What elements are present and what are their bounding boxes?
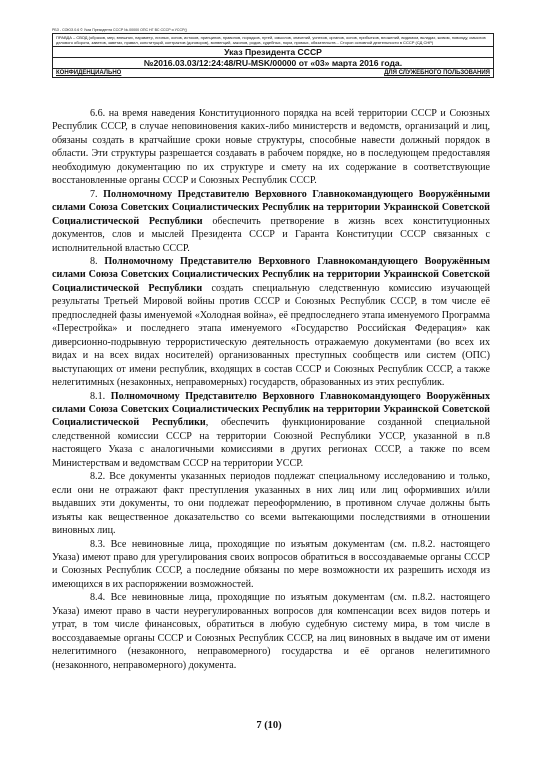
- paragraph-text: 6.6. на время наведения Конституционного порядка на всей территории СССР и Союзных Республик СССР, в случае неповиновения каких-либо министерств и ведомств, организаций и лиц, обязаны создать в кратчайшие сроки новые структуры, способные навести должный порядок в области. Эти структуры разрешается создавать в рабочем порядке, но в последующем предоставляя необходимую документацию по их структуре и смету на их содержание в соответствующие восстановленные органы СССР и Союзных Республик СССР.: [52, 108, 490, 187]
- paragraph-p82: [52, 470, 490, 537]
- paragraph-text: обеспечить претворение в жизнь всех конституционных документов, слов и мыслей Президента СССР и Гаранта Конституции СССР связанных с исполнительной властью СССР.: [52, 215, 491, 254]
- page-number: 7 (10): [256, 720, 282, 731]
- document-header-box: [52, 33, 494, 78]
- confidential-label: КОНФИДЕНЦИАЛЬНО: [56, 70, 122, 77]
- official-use-label: ДЛЯ СЛУЖЕБНОГО ПОЛЬЗОВАНИЯ: [384, 70, 490, 77]
- paragraph-text: создать специальную следственную комиссию изучающей результаты Третьей Мировой войны против СССР и Союзных Республик СССР, в том числе её предпоследней фазы именуемой «Холодная война», её предпоследнего этапа именуемого Программа «Перестройка» и последнего этапа именуемого «Государство Российская Федерация» как диверсионно-подрывную террористическую деятельность отражаемую документами (во всех их видах и на всех видах носителей) организованных преступных сообществ или систем (ОПС) выступающих от имени республик, входящих в состав СССР и Союзных Республик СССР, а также нелегитимных (незаконных, неправомерных) государств, образованных из этих республик.: [52, 282, 490, 389]
- paragraph-text: , обеспечить функционирование созданной специальной следственной комиссии СССР на территории Союзной Республики УССР, указанной в п.8 настоящего Указа с аналогичными комиссиями в других регионах СССР, а также по всем Министерствам и ведомствам СССР на территории УССР.: [52, 417, 490, 469]
- paragraph-text: 8.: [90, 255, 105, 267]
- paragraph-bold-text: Полномочному Представителю Верховного Главнокомандующего Вооружёнными силами Союза Советских Социалистических Республик на территории Украинской Советской Социалистической Республики: [52, 188, 491, 227]
- paragraph-bold-text: Полномочному Представителю Верховного Главнокомандующего Вооружённых силами Союза Советских Социалистических Республик на территории Украинской Советской Социалистической Республики: [52, 390, 490, 429]
- header-preamble-text: ПРАВДА – СВОД (образов, мер, внешних, параметр, личных, основ, истоков, принципов, правопов, порядков, путей, смыслов, значений, успехов, органов, основ, прибытков, вложений, видимом, вкладах, живом, повсюду, смыслов делового оборота, заветов, заветах, правил, конституций, контрактов (договоров), вонвенций, законов, родов, судебных, норм, прямых, обязательств... Сторон основной деятельности в СССР (СД СНР): [53, 34, 493, 47]
- paragraph-p7: [52, 188, 490, 255]
- paragraph-p66: [52, 107, 490, 188]
- decree-number: №2016.03.03/12:24:48/RU-MSK/00000 от «03» марта 2016 года.: [53, 58, 493, 69]
- paragraph-text: 7.: [90, 188, 104, 200]
- document-reference-line: РБЗ - СОЮЗ.0.6 © Указ Президента СССР №.00000 ОПС НГ ВС СССР и УССР(): [52, 28, 187, 32]
- paragraph-text: 8.3. Все невиновные лица, проходящие по изъятым документам (см. п.8.2. настоящего Указа) имеют право для урегулирования своих вопросов обратиться в воссоздаваемые органы СССР и Союзных Республик СССР, а последние обязаны по мере возможности их разрешить исходя из имеющихся в их распоряжении возможностей.: [52, 538, 490, 590]
- paragraph-bold-text: Полномочному Представителю Верховного Главнокомандующего Вооружённым силами Союза Советских Социалистических Республик на территории Украинской Советской Социалистической Республики: [52, 255, 490, 294]
- paragraph-p8: [52, 255, 490, 390]
- paragraph-p83: [52, 538, 490, 592]
- classification-row: [53, 69, 493, 77]
- paragraph-text: 8.1.: [90, 390, 111, 402]
- paragraph-p81: [52, 390, 490, 471]
- paragraph-p84: [52, 591, 490, 672]
- decree-title: Указ Президента СССР: [53, 47, 493, 58]
- paragraph-text: 8.2. Все документы указанных периодов подлежат специальному исследованию и только, если они не отражают факт преступления указанных в них лиц или лиц оформивших и/или выдавших эти документы, то они подлежат переоформлению, в противном случае должны быть изъяты как вещественное доказательство со всеми вытекающими последствиями в отношении виновных лиц.: [52, 471, 490, 537]
- document-body: [52, 107, 490, 672]
- paragraph-text: 8.4. Все невиновные лица, проходящие по изъятым документам (см. п.8.2. настоящего Указа) имеют право в части неурегулированных вопросов для компенсации всех видов потерь и утрат, в том числе финансовых, обратиться в любую судебную систему мира, в том числе в воссоздаваемые органы СССР и Союзных Республик СССР, на лиц виновных в выдаче им от имени нелегитимного (незаконного, неправомерного) государства и её органов нелегитимного (незаконного, неправомерного) документа.: [52, 592, 490, 671]
